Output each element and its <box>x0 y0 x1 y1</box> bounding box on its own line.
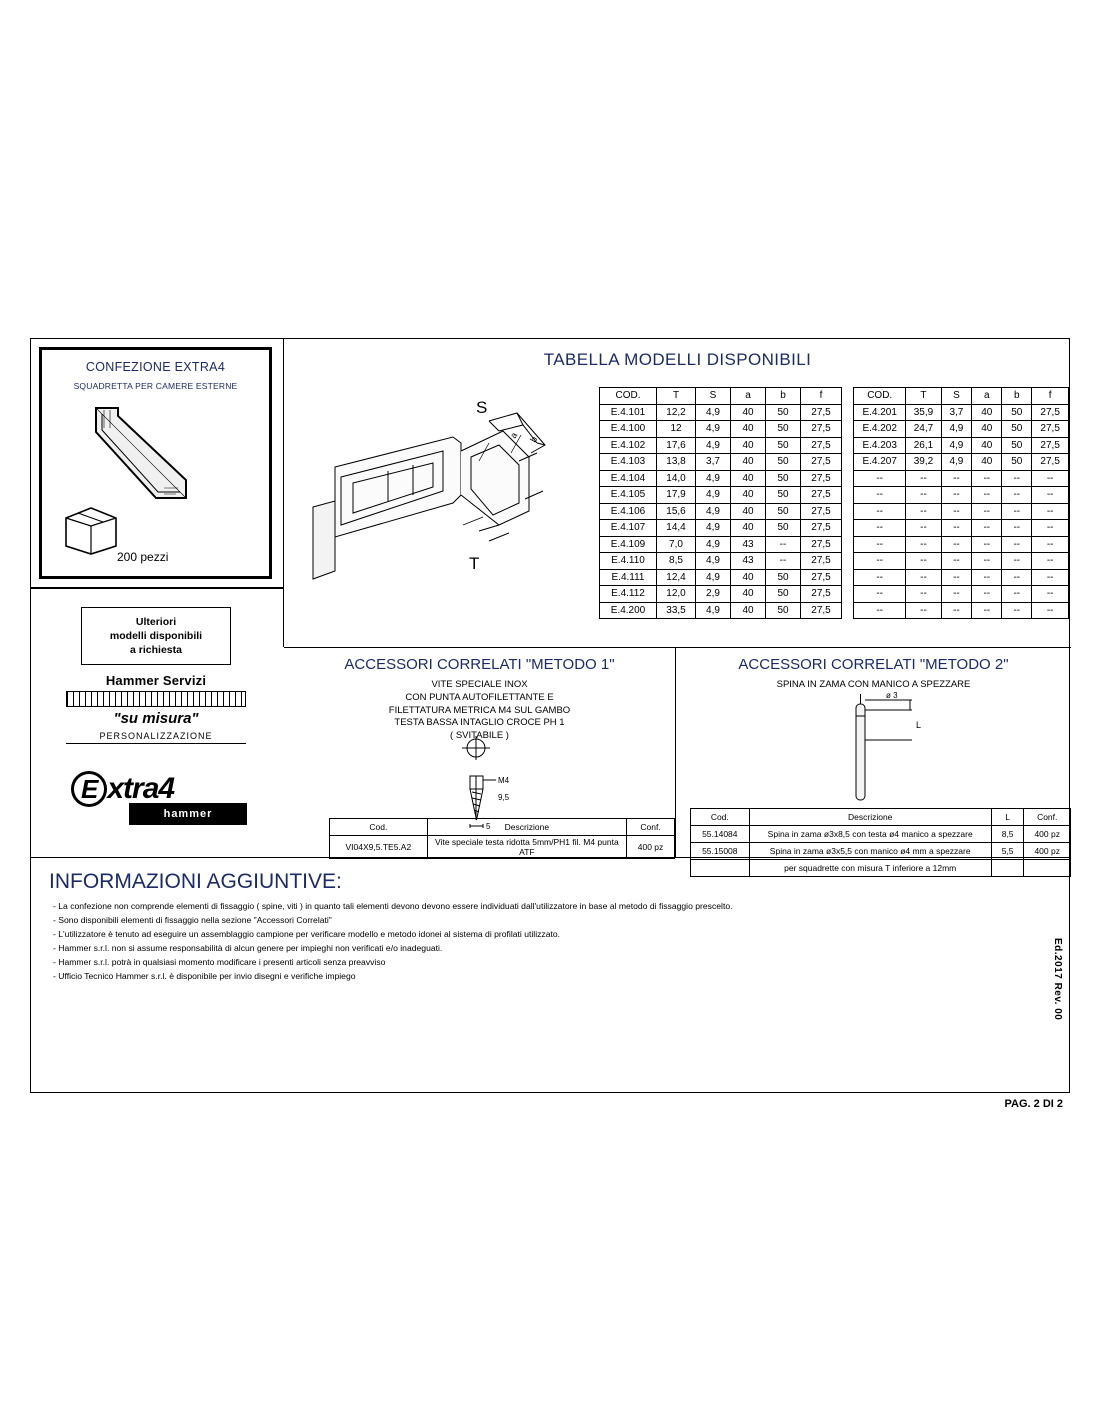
models-table-right <box>853 387 1069 619</box>
table-cell: 4,9 <box>696 602 731 619</box>
table-cell: -- <box>854 586 906 603</box>
brand-initial: E <box>71 771 107 807</box>
table-cell: E.4.112 <box>600 586 657 603</box>
table-cell: -- <box>854 487 906 504</box>
table-row <box>854 503 1069 520</box>
table-cell: -- <box>906 586 941 603</box>
table-cell: E.4.201 <box>854 404 906 421</box>
table-cell: -- <box>972 503 1002 520</box>
sketch-label-b: b <box>528 434 540 444</box>
divider <box>31 587 283 589</box>
table-cell: -- <box>972 569 1002 586</box>
table-cell: 55.14084 <box>691 826 750 843</box>
table-cell: -- <box>1032 586 1069 603</box>
table-cell: -- <box>906 470 941 487</box>
table-cell: -- <box>1002 487 1032 504</box>
table-cell: -- <box>941 536 972 553</box>
table-cell: 4,9 <box>696 569 731 586</box>
table-cell: E.4.202 <box>854 421 906 438</box>
table-row <box>600 503 842 520</box>
column-header: Descrizione <box>749 809 991 826</box>
table-cell: -- <box>941 602 972 619</box>
table-cell: 4,9 <box>941 454 972 471</box>
column-header: a <box>731 388 766 405</box>
table-cell: -- <box>906 569 941 586</box>
method1-panel <box>284 647 676 857</box>
method2-panel <box>676 647 1071 873</box>
table-cell: 50 <box>766 487 801 504</box>
table-cell: 50 <box>1002 437 1032 454</box>
table-cell: 400 pz <box>627 836 675 859</box>
table-cell: 27,5 <box>801 470 842 487</box>
table-header-row <box>691 809 1071 826</box>
table-row <box>600 569 842 586</box>
package-quantity: 200 pezzi <box>117 550 169 564</box>
table-cell: -- <box>766 553 801 570</box>
table-row <box>854 569 1069 586</box>
table-cell: -- <box>941 503 972 520</box>
models-table-left <box>599 387 842 619</box>
table-cell: 7,0 <box>657 536 696 553</box>
table-cell: 4,9 <box>696 520 731 537</box>
table-cell: -- <box>854 470 906 487</box>
table-row <box>600 470 842 487</box>
table-cell: 4,9 <box>696 536 731 553</box>
table-cell: -- <box>1002 602 1032 619</box>
table-row <box>854 553 1069 570</box>
table-cell: 2,9 <box>696 586 731 603</box>
table-cell: 12 <box>657 421 696 438</box>
further-models-line-2: modelli disponibili <box>109 629 203 642</box>
table-cell: -- <box>1032 470 1069 487</box>
table-cell: 40 <box>972 437 1002 454</box>
table-cell: 50 <box>766 569 801 586</box>
table-cell: 27,5 <box>1032 421 1069 438</box>
table-cell: -- <box>854 520 906 537</box>
table-header-row <box>600 388 842 405</box>
table-cell: 17,9 <box>657 487 696 504</box>
column-header: COD. <box>600 388 657 405</box>
table-cell: 40 <box>731 520 766 537</box>
table-cell: 40 <box>731 421 766 438</box>
table-cell: 4,9 <box>696 421 731 438</box>
table-cell: -- <box>1002 503 1032 520</box>
service-caption: PERSONALIZZAZIONE <box>66 731 246 744</box>
table-cell: E.4.207 <box>854 454 906 471</box>
table-cell: 13,8 <box>657 454 696 471</box>
table-cell: 4,9 <box>696 503 731 520</box>
table-cell: 4,9 <box>696 404 731 421</box>
table-cell: 24,7 <box>906 421 941 438</box>
table-cell: 40 <box>972 404 1002 421</box>
table-cell: -- <box>1032 602 1069 619</box>
table-cell: E.4.100 <box>600 421 657 438</box>
info-line: - Hammer s.r.l. potrà in qualsiasi momento modificare i presenti articoli senza preavviso <box>53 956 386 967</box>
brand-badge: hammer <box>129 803 247 825</box>
info-line: - La confezione non comprende elementi di fissaggio ( spine, viti ) in quanto tali elementi devono devono essere individuati dall'utilizzatore in base al metodo di fissaggio prescelto. <box>53 901 733 911</box>
table-cell: 40 <box>972 421 1002 438</box>
carton-box-icon <box>60 500 122 556</box>
table-row <box>330 836 675 859</box>
table-cell: 40 <box>972 454 1002 471</box>
table-row <box>600 487 842 504</box>
method2-title: ACCESSORI CORRELATI "METODO 2" <box>738 656 1009 673</box>
table-cell: -- <box>854 569 906 586</box>
table-cell: -- <box>906 602 941 619</box>
ruler-icon <box>66 691 246 707</box>
table-row <box>600 454 842 471</box>
table-cell: 50 <box>766 437 801 454</box>
corner-bracket-illustration <box>90 402 230 512</box>
table-row <box>600 536 842 553</box>
column-header: Descrizione <box>427 819 626 836</box>
table-cell: 27,5 <box>1032 454 1069 471</box>
table-cell: Spina in zama ø3x5,5 con manico ø4 mm a spezzare <box>749 843 991 860</box>
info-line: - Hammer s.r.l. non si assume responsabilità di alcun genere per impieghi non verificati e/o inadeguati. <box>53 942 443 953</box>
table-cell: 50 <box>766 586 801 603</box>
table-cell: 50 <box>1002 421 1032 438</box>
table-cell: 3,7 <box>941 404 972 421</box>
table-cell: 8,5 <box>657 553 696 570</box>
table-cell: -- <box>1002 586 1032 603</box>
table-cell: 40 <box>731 487 766 504</box>
table-row <box>854 437 1069 454</box>
table-cell: 27,5 <box>1032 404 1069 421</box>
table-cell: 27,5 <box>801 454 842 471</box>
info-title: INFORMAZIONI AGGIUNTIVE: <box>49 870 342 893</box>
table-cell: 4,9 <box>941 421 972 438</box>
table-cell: 4,9 <box>696 470 731 487</box>
table-cell: 12,0 <box>657 586 696 603</box>
table-cell: 40 <box>731 437 766 454</box>
table-cell: 40 <box>731 503 766 520</box>
page-label: PAG. 2 DI 2 <box>1004 1098 1063 1110</box>
table-cell: 50 <box>1002 454 1032 471</box>
column-header: COD. <box>854 388 906 405</box>
technical-datasheet <box>30 338 1070 1110</box>
table-cell: -- <box>941 520 972 537</box>
table-cell: -- <box>941 569 972 586</box>
table-cell: 3,7 <box>696 454 731 471</box>
table-cell: -- <box>1032 553 1069 570</box>
table-cell: 27,5 <box>801 602 842 619</box>
table-cell: -- <box>972 602 1002 619</box>
table-cell: -- <box>1002 520 1032 537</box>
table-cell: 27,5 <box>801 569 842 586</box>
table-row <box>854 487 1069 504</box>
column-header: Conf. <box>1024 809 1071 826</box>
table-cell: E.4.109 <box>600 536 657 553</box>
table-cell: 26,1 <box>906 437 941 454</box>
table-row <box>854 421 1069 438</box>
table-cell: -- <box>854 503 906 520</box>
screw-label-length: 9,5 <box>498 793 510 802</box>
table-cell: 50 <box>766 602 801 619</box>
column-header: T <box>906 388 941 405</box>
table-cell: 27,5 <box>801 404 842 421</box>
table-cell: 27,5 <box>801 503 842 520</box>
info-list <box>31 900 1069 984</box>
table-cell: 43 <box>731 553 766 570</box>
table-cell: 5,5 <box>991 843 1024 860</box>
table-row <box>600 421 842 438</box>
table-cell: 12,2 <box>657 404 696 421</box>
table-cell: 27,5 <box>801 586 842 603</box>
table-cell: -- <box>906 553 941 570</box>
table-cell: -- <box>766 536 801 553</box>
table-cell: 40 <box>731 569 766 586</box>
table-header-row <box>330 819 675 836</box>
method1-subtitle <box>284 679 675 743</box>
table-cell: 40 <box>731 470 766 487</box>
pin-label-diameter: ø 3 <box>886 691 898 700</box>
table-cell: 27,5 <box>801 553 842 570</box>
table-cell: -- <box>1032 487 1069 504</box>
table-row <box>854 602 1069 619</box>
method1-table <box>329 818 675 859</box>
table-row <box>600 404 842 421</box>
table-cell: -- <box>1002 470 1032 487</box>
table-row <box>854 404 1069 421</box>
table-cell: -- <box>941 586 972 603</box>
table-cell: 4,9 <box>696 487 731 504</box>
table-cell: E.4.110 <box>600 553 657 570</box>
table-cell: 50 <box>766 470 801 487</box>
table-cell: -- <box>972 586 1002 603</box>
table-cell: 12,4 <box>657 569 696 586</box>
table-cell: -- <box>941 470 972 487</box>
table-cell: -- <box>941 487 972 504</box>
table-cell: 27,5 <box>801 536 842 553</box>
table-cell: 15,6 <box>657 503 696 520</box>
column-header: L <box>991 809 1024 826</box>
table-cell: 50 <box>766 421 801 438</box>
service-slogan: "su misura" <box>113 710 199 727</box>
column-header: T <box>657 388 696 405</box>
table-cell: 50 <box>766 454 801 471</box>
service-title: Hammer Servizi <box>105 673 207 688</box>
table-cell: 35,9 <box>906 404 941 421</box>
pin-drawing <box>826 690 956 805</box>
table-cell: -- <box>906 536 941 553</box>
info-line: - Ufficio Tecnico Hammer s.r.l. è disponibile per invio disegni e verifiche impiego <box>53 970 356 981</box>
table-cell: -- <box>1032 569 1069 586</box>
table-row <box>854 586 1069 603</box>
table-cell: 33,5 <box>657 602 696 619</box>
table-cell: -- <box>906 520 941 537</box>
further-models-line-1: Ulteriori <box>135 615 177 628</box>
table-cell: -- <box>941 553 972 570</box>
table-cell: -- <box>972 553 1002 570</box>
table-cell: E.4.103 <box>600 454 657 471</box>
package-title: CONFEZIONE EXTRA4 <box>85 360 226 374</box>
table-cell: 27,5 <box>801 487 842 504</box>
method1-subtitle-line-4: TESTA BASSA INTAGLIO CROCE PH 1 <box>394 717 565 729</box>
table-row <box>854 470 1069 487</box>
table-cell: 40 <box>731 602 766 619</box>
sketch-label-t: T <box>469 554 480 573</box>
revision-label: Ed.2017 Rev. 00 <box>1052 938 1063 1021</box>
table-cell: 17,6 <box>657 437 696 454</box>
info-line: - L'utilizzatore è tenuto ad eseguire un assemblaggio campione per verificare modello e metodo idonei al sistema di profilati utilizzato. <box>53 928 561 939</box>
table-cell: -- <box>854 553 906 570</box>
table-cell: Spina in zama ø3x8,5 con testa ø4 manico a spezzare <box>749 826 991 843</box>
models-table-title: TABELLA MODELLI DISPONIBILI <box>543 350 812 369</box>
profile-sketch <box>293 391 563 621</box>
column-header: S <box>696 388 731 405</box>
table-cell: E.4.111 <box>600 569 657 586</box>
table-row <box>854 536 1069 553</box>
column-header: f <box>1032 388 1069 405</box>
table-cell: 40 <box>731 404 766 421</box>
table-cell: 50 <box>766 520 801 537</box>
method1-subtitle-line-1: VITE SPECIALE INOX <box>431 679 528 690</box>
package-box <box>39 347 272 579</box>
column-header: a <box>972 388 1002 405</box>
table-cell: 400 pz <box>1024 843 1071 860</box>
table-cell: -- <box>972 470 1002 487</box>
table-cell: -- <box>1032 520 1069 537</box>
table-row <box>854 520 1069 537</box>
package-subtitle: SQUADRETTA PER CAMERE ESTERNE <box>73 381 238 391</box>
hammer-servizi-block <box>66 673 246 744</box>
table-cell: E.4.102 <box>600 437 657 454</box>
table-cell: 50 <box>1002 404 1032 421</box>
table-cell: -- <box>854 602 906 619</box>
table-cell: E.4.200 <box>600 602 657 619</box>
table-cell: 14,0 <box>657 470 696 487</box>
column-header: Conf. <box>627 819 675 836</box>
table-cell: -- <box>1002 536 1032 553</box>
info-line: - Sono disponibili elementi di fissaggio nella sezione "Accessori Correlati" <box>53 914 332 925</box>
table-cell: 50 <box>766 503 801 520</box>
method1-title: ACCESSORI CORRELATI "METODO 1" <box>344 656 615 673</box>
table-row <box>600 586 842 603</box>
table-cell: -- <box>972 536 1002 553</box>
brand-name <box>71 771 261 807</box>
method2-subtitle-line-1: SPINA IN ZAMA CON MANICO A SPEZZARE <box>776 679 971 690</box>
top-section <box>31 339 1069 657</box>
table-cell: -- <box>906 503 941 520</box>
table-cell: E.4.101 <box>600 404 657 421</box>
table-cell: 39,2 <box>906 454 941 471</box>
sketch-label-s: S <box>476 398 488 417</box>
column-header: b <box>1002 388 1032 405</box>
table-cell: 27,5 <box>801 520 842 537</box>
method1-subtitle-line-5: ( SVITABILE ) <box>450 730 509 742</box>
table-cell: E.4.107 <box>600 520 657 537</box>
table-row <box>600 520 842 537</box>
table-cell: -- <box>1002 553 1032 570</box>
table-cell: -- <box>972 520 1002 537</box>
table-cell: E.4.203 <box>854 437 906 454</box>
column-header: S <box>941 388 972 405</box>
further-models-line-3: a richiesta <box>130 644 182 657</box>
table-cell: 14,4 <box>657 520 696 537</box>
table-cell: -- <box>1032 503 1069 520</box>
column-header: Cod. <box>330 819 428 836</box>
table-row <box>854 454 1069 471</box>
table-cell: 4,9 <box>941 437 972 454</box>
table-row <box>600 437 842 454</box>
table-cell: E.4.104 <box>600 470 657 487</box>
method1-subtitle-line-2: CON PUNTA AUTOFILETTANTE E <box>405 691 554 703</box>
additional-info-section <box>31 857 1069 1110</box>
table-cell: 40 <box>731 454 766 471</box>
sketch-label-a: a <box>508 430 520 440</box>
column-header: f <box>801 388 842 405</box>
table-row <box>691 826 1071 843</box>
table-cell: 27,5 <box>801 421 842 438</box>
brand-word: xtra4 <box>107 772 175 805</box>
table-row <box>600 553 842 570</box>
table-cell: 8,5 <box>991 826 1024 843</box>
further-models-note <box>81 607 231 665</box>
table-cell: 27,5 <box>801 437 842 454</box>
table-cell: VI04X9,5.TE5.A2 <box>330 836 428 859</box>
table-cell: -- <box>1032 536 1069 553</box>
table-cell: 4,9 <box>696 553 731 570</box>
table-cell: -- <box>854 536 906 553</box>
table-cell: 43 <box>731 536 766 553</box>
table-cell: 27,5 <box>1032 437 1069 454</box>
table-header-row <box>854 388 1069 405</box>
method1-subtitle-line-3: FILETTATURA METRICA M4 SUL GAMBO <box>388 704 571 716</box>
table-cell: 4,9 <box>696 437 731 454</box>
column-header: b <box>766 388 801 405</box>
pin-label-length: L <box>916 720 922 730</box>
column-header: Cod. <box>691 809 750 826</box>
table-cell: 40 <box>731 586 766 603</box>
table-cell: -- <box>972 487 1002 504</box>
screw-label-m4: M4 <box>498 776 510 785</box>
brand-logo <box>71 771 261 825</box>
table-cell: 400 pz <box>1024 826 1071 843</box>
table-cell: E.4.105 <box>600 487 657 504</box>
screw-label-head: 5 <box>486 822 491 831</box>
table-cell: 55.15008 <box>691 843 750 860</box>
table-cell: E.4.106 <box>600 503 657 520</box>
table-cell: 50 <box>766 404 801 421</box>
table-cell: Vite speciale testa ridotta 5mm/PH1 fil. M4 punta ATF <box>427 836 626 859</box>
table-cell: -- <box>1002 569 1032 586</box>
table-cell: -- <box>906 487 941 504</box>
left-column <box>31 339 284 657</box>
table-cell: per squadrette con misura T inferiore a 12mm <box>749 860 991 877</box>
table-row <box>600 602 842 619</box>
